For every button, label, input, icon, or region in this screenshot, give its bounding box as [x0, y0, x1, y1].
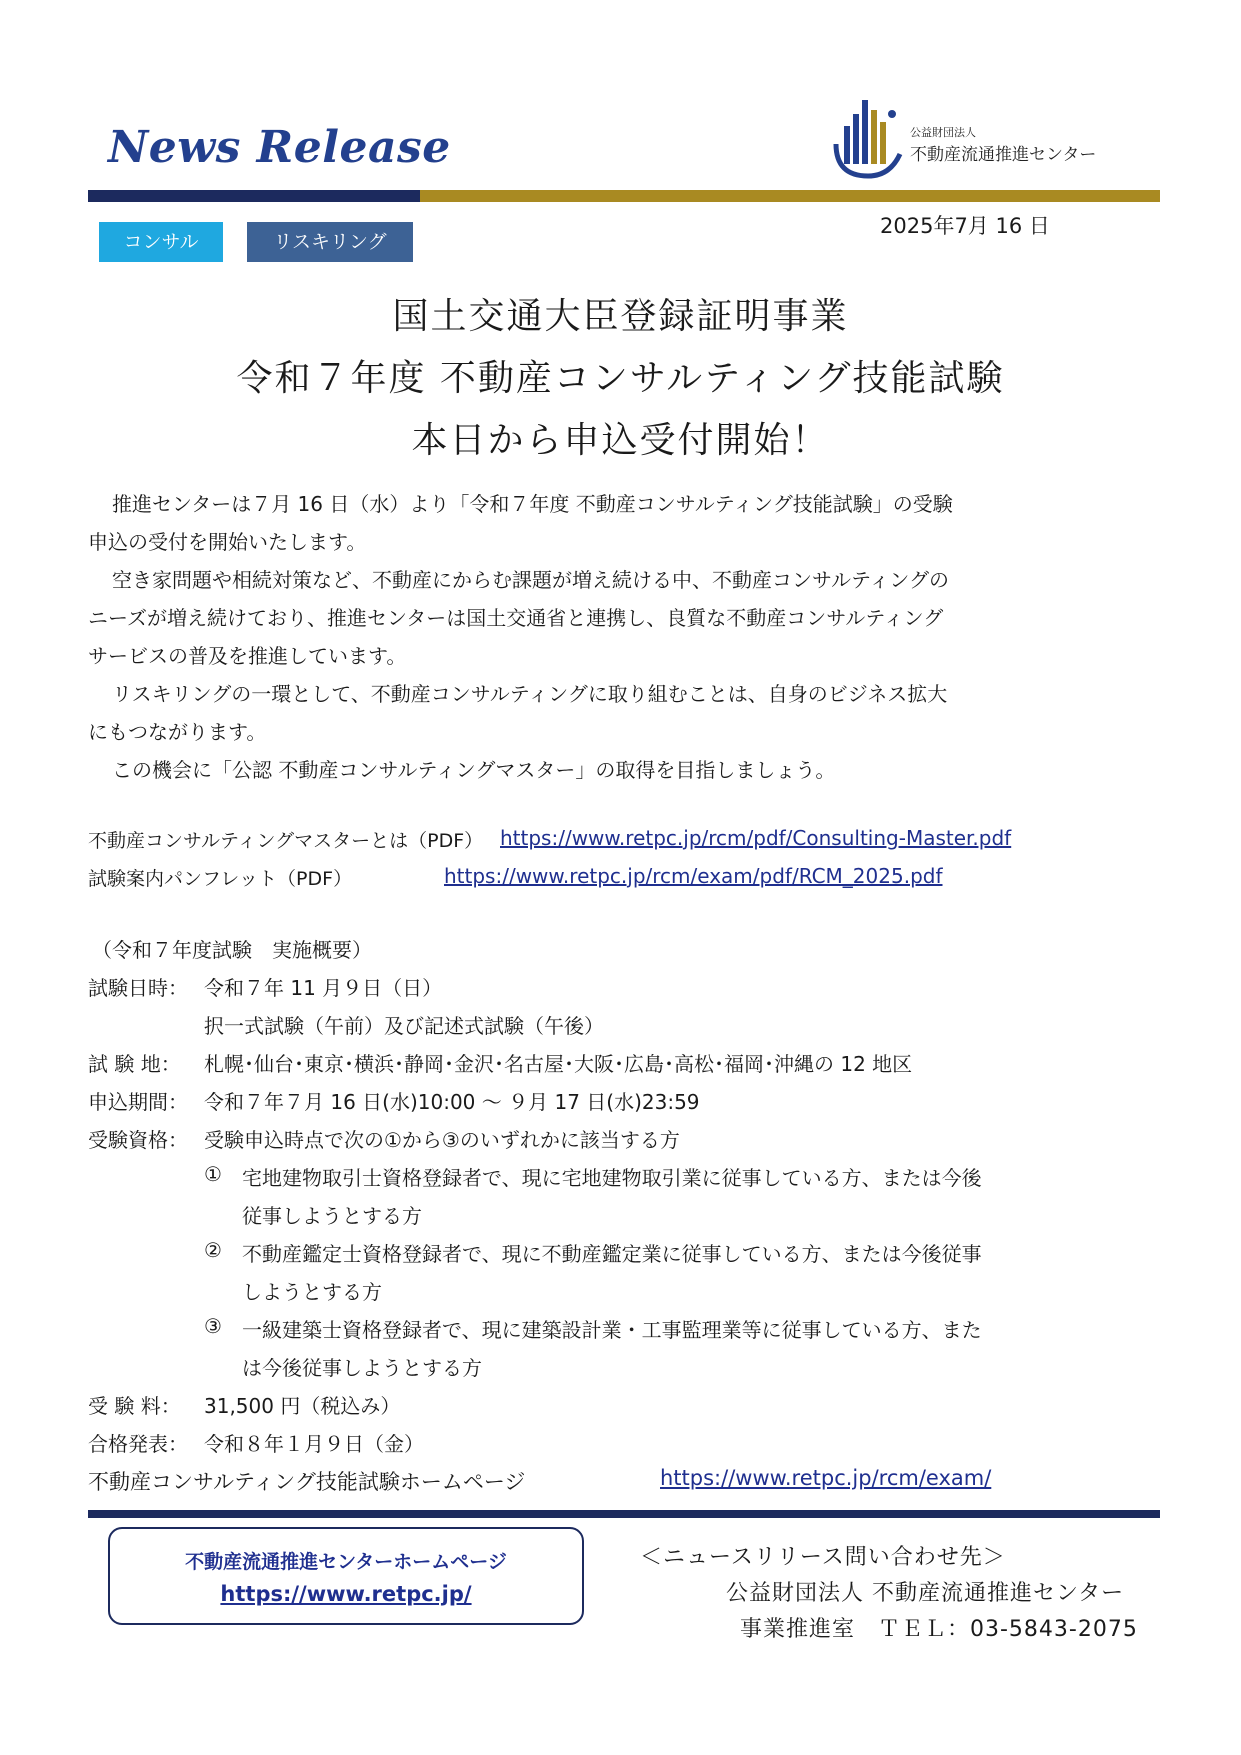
- homepage-box-title: 不動産流通推進センターホームページ: [185, 1551, 507, 1573]
- exam-fee-label: 受 験 料：: [88, 1394, 181, 1418]
- body-p1-line2: 申込の受付を開始いたします。: [88, 530, 367, 554]
- result-value: 令和８年１月９日（金）: [204, 1432, 424, 1456]
- headline-line-2: 令和７年度 不動産コンサルティング技能試験: [236, 358, 1005, 399]
- apply-period-label: 申込期間：: [88, 1090, 188, 1114]
- qual-3-line1: 一級建築士資格登録者で、現に建築設計業・工事監理業等に従事している方、また: [242, 1318, 982, 1342]
- body-p2-line1: 空き家問題や相続対策など、不動産にからむ課題が増え続ける中、不動産コンサルティングの: [112, 568, 949, 592]
- exam-format-value: 択一式試験（午前）及び記述式試験（午後）: [204, 1014, 604, 1038]
- qual-1-line2: 従事しようとする方: [242, 1204, 422, 1228]
- header-rule-navy: [88, 190, 420, 202]
- qual-2-line1: 不動産鑑定士資格登録者で、現に不動産鑑定業に従事している方、または今後従事: [242, 1242, 982, 1266]
- body-p2-line3: サービスの普及を推進しています。: [88, 644, 407, 668]
- link-label-master: 不動産コンサルティングマスターとは（PDF）: [88, 830, 484, 852]
- qual-3-number: ③: [204, 1314, 222, 1338]
- apply-period-value: 令和７年７月 16 日(水)10:00 ～ ９月 17 日(水)23:59: [204, 1090, 700, 1114]
- result-label: 合格発表：: [88, 1432, 188, 1456]
- link-pamphlet-pdf[interactable]: https://www.retpc.jp/rcm/exam/pdf/RCM_2025.pdf: [444, 864, 943, 888]
- release-date: 2025年7月 16 日: [880, 214, 1050, 238]
- news-release-title: News Release: [108, 122, 451, 173]
- tag-reskilling: リスキリング: [247, 222, 413, 262]
- contact-tel: 事業推進室 ＴＥＬ：03-5843-2075: [740, 1617, 1138, 1642]
- exam-homepage-label: 不動産コンサルティング技能試験ホームページ: [88, 1470, 526, 1494]
- logo-org-type: 公益財団法人: [910, 126, 976, 139]
- headline-line-1: 国土交通大臣登録証明事業: [392, 296, 849, 337]
- link-master-pdf[interactable]: https://www.retpc.jp/rcm/pdf/Consulting-Master.pdf: [500, 826, 1012, 850]
- qual-1-line1: 宅地建物取引士資格登録者で、現に宅地建物取引業に従事している方、または今後: [242, 1166, 982, 1190]
- homepage-box: [108, 1527, 584, 1625]
- exam-fee-value: 31,500 円（税込み）: [204, 1394, 401, 1418]
- header-rule-gold: [420, 190, 1160, 202]
- logo-mark-icon: [830, 92, 910, 182]
- body-p3-line1: リスキリングの一環として、不動産コンサルティングに取り組むことは、自身のビジネス拡大: [112, 682, 948, 706]
- qualification-value: 受験申込時点で次の①から③のいずれかに該当する方: [204, 1128, 680, 1152]
- qualification-label: 受験資格：: [88, 1128, 188, 1152]
- body-p4-line1: この機会に「公認 不動産コンサルティングマスター」の取得を目指しましょう。: [112, 758, 836, 782]
- org-logo: [830, 92, 1160, 182]
- link-label-pamphlet: 試験案内パンフレット（PDF）: [88, 868, 353, 890]
- tag-consul: コンサル: [99, 222, 223, 262]
- exam-place-label: 試 験 地：: [88, 1052, 181, 1076]
- body-p1-line1: 推進センターは７月 16 日（水）より「令和７年度 不動産コンサルティング技能試験」の受験: [112, 492, 953, 516]
- contact-heading: ＜ニュースリリース問い合わせ先＞: [640, 1545, 1006, 1570]
- exam-date-value: 令和７年 11 月９日（日）: [204, 976, 443, 1000]
- exam-homepage-link[interactable]: https://www.retpc.jp/rcm/exam/: [660, 1466, 992, 1490]
- footer-rule: [88, 1510, 1160, 1518]
- qual-1-number: ①: [204, 1162, 222, 1186]
- exam-place-value: 札幌･仙台･東京･横浜･静岡･金沢･名古屋･大阪･広島･高松･福岡･沖縄の 12 地区: [204, 1052, 913, 1076]
- qual-2-number: ②: [204, 1238, 222, 1262]
- headline-line-3: 本日から申込受付開始！: [411, 420, 830, 461]
- homepage-box-link[interactable]: https://www.retpc.jp/: [220, 1582, 472, 1606]
- overview-heading: （令和７年度試験 実施概要）: [92, 938, 372, 962]
- logo-org-name: 不動産流通推進センター: [910, 145, 1097, 165]
- body-p2-line2: ニーズが増え続けており、推進センターは国土交通省と連携し、良質な不動産コンサルティング: [88, 606, 944, 630]
- contact-org: 公益財団法人 不動産流通推進センター: [726, 1581, 1125, 1606]
- exam-date-label: 試験日時：: [88, 976, 188, 1000]
- body-p3-line2: にもつながります。: [88, 720, 267, 744]
- qual-3-line2: は今後従事しようとする方: [242, 1356, 482, 1380]
- qual-2-line2: しようとする方: [242, 1280, 382, 1304]
